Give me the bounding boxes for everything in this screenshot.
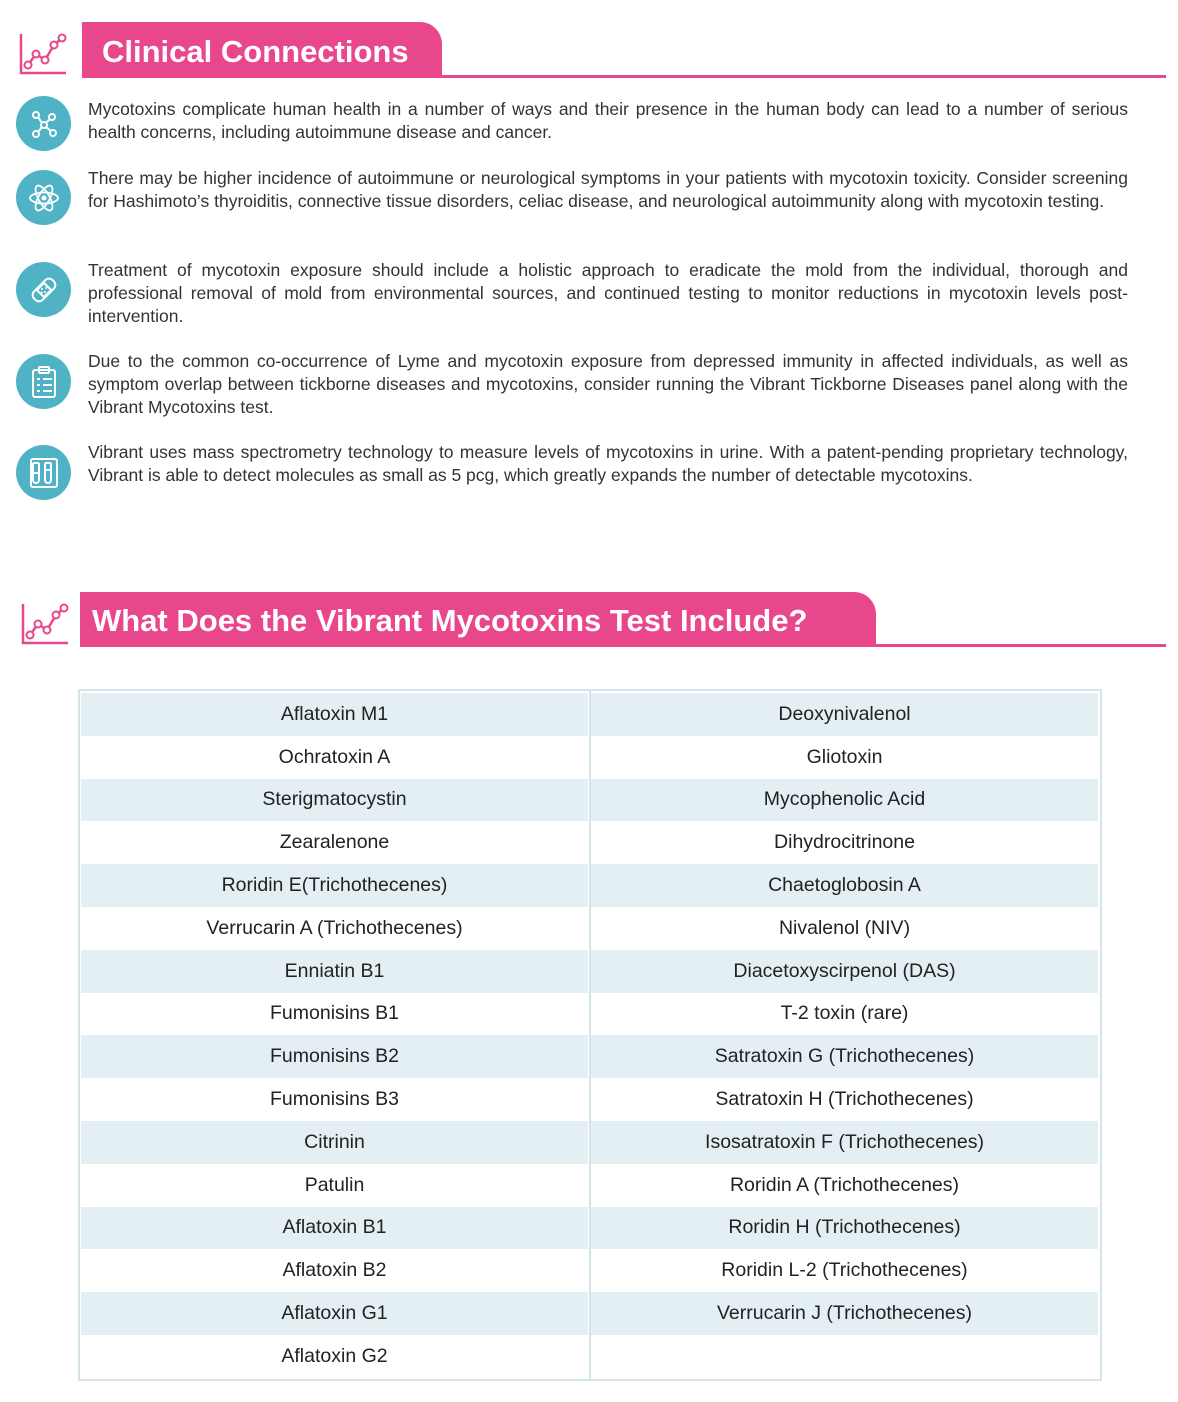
bandage-icon [16,262,71,317]
paragraph-text: Mycotoxins complicate human health in a number of ways and their presence in the human body can lead to a number of serious health concerns, including autoimmune disease and cancer. [88,99,1128,142]
table-cell: Enniatin B1 [81,950,588,993]
table-cell: Fumonisins B3 [270,1088,399,1111]
table-cell: Chaetoglobosin A [591,864,1098,907]
table-cell: Roridin H (Trichothecenes) [591,1207,1098,1250]
paragraph-text: Treatment of mycotoxin exposure should include a holistic approach to eradicate the mold from the individual, thorough and professional removal of mold from environmental sources, and continued testing to monitor reductions in mycotoxin levels post-intervention. [88,260,1128,326]
paragraph-text: There may be higher incidence of autoimmune or neurological symptoms in your patients with mycotoxin toxicity. Consider screening for Hashimoto’s thyroiditis, connective tissue disorders, celiac disease, and neurological autoimmunity along with mycotoxin testing. [88,168,1128,211]
table-cell: Gliotoxin [806,745,883,768]
table-cell: Nivalenol (NIV) [778,916,911,939]
table-cell: Satratoxin H (Trichothecenes) [715,1088,974,1111]
right-column [591,693,1098,1378]
table-cell: Verrucarin A (Trichothecenes) [206,916,463,939]
table-cell: Diacetoxyscirpenol (DAS) [591,950,1098,993]
line-chart-icon [18,32,68,76]
table-cell: Patulin [304,1173,365,1196]
test-includes-header [0,590,1178,652]
table-cell: T-2 toxin (rare) [780,1002,909,1025]
table-cell: Verrucarin J (Trichothecenes) [591,1292,1098,1335]
table-cell: Ochratoxin A [278,745,391,768]
clipboard-icon [16,354,71,409]
table-cell: Satratoxin G (Trichothecenes) [591,1035,1098,1078]
clinical-connections-header [0,18,1178,80]
test-tubes-icon [16,445,71,500]
header-underline [82,75,1166,78]
table-cell: Roridin L-2 (Trichothecenes) [721,1259,968,1282]
line-chart-icon [20,602,70,646]
table-cell: Roridin E(Trichothecenes) [81,864,588,907]
table-cell: Aflatoxin B1 [81,1207,588,1250]
table-cell: Deoxynivalenol [591,693,1098,736]
left-column [81,693,588,1378]
table-cell: Fumonisins B1 [270,1002,399,1025]
table-cell: Sterigmatocystin [81,779,588,822]
paragraph-text: Vibrant uses mass spectrometry technology to measure levels of mycotoxins in urine. With a patent-pending proprietary technology, Vibrant is able to detect molecules as small as 5 pcg, which greatly expands the number of detectable mycotoxins. [88,442,1128,485]
table-cell [591,1335,1098,1378]
molecule-icon [16,96,71,151]
table-cell: Aflatoxin G1 [81,1292,588,1335]
section-title: Clinical Connections [82,22,442,76]
table-cell: Citrinin [81,1121,588,1164]
table-cell: Isosatratoxin F (Trichothecenes) [591,1121,1098,1164]
table-cell: Aflatoxin B2 [282,1259,387,1282]
table-cell: Aflatoxin M1 [81,693,588,736]
table-cell: Mycophenolic Acid [591,779,1098,822]
section-title: What Does the Vibrant Mycotoxins Test Include? [80,592,876,646]
paragraph-text: Due to the common co-occurrence of Lyme and mycotoxin exposure from depressed immunity in affected individuals, as well as symptom overlap between tickborne diseases and mycotoxins, consider running the Vibrant Tickborne Diseases panel along with the Vibrant Mycotoxins test. [88,351,1128,417]
table-cell: Dihydrocitrinone [774,831,915,854]
table-cell: Roridin A (Trichothecenes) [729,1173,960,1196]
table-cell: Aflatoxin G2 [281,1344,388,1367]
mycotoxins-table [78,689,1102,1381]
table-cell: Zearalenone [279,831,390,854]
table-cell: Fumonisins B2 [81,1035,588,1078]
header-underline [80,644,1166,647]
atom-icon [16,170,71,225]
